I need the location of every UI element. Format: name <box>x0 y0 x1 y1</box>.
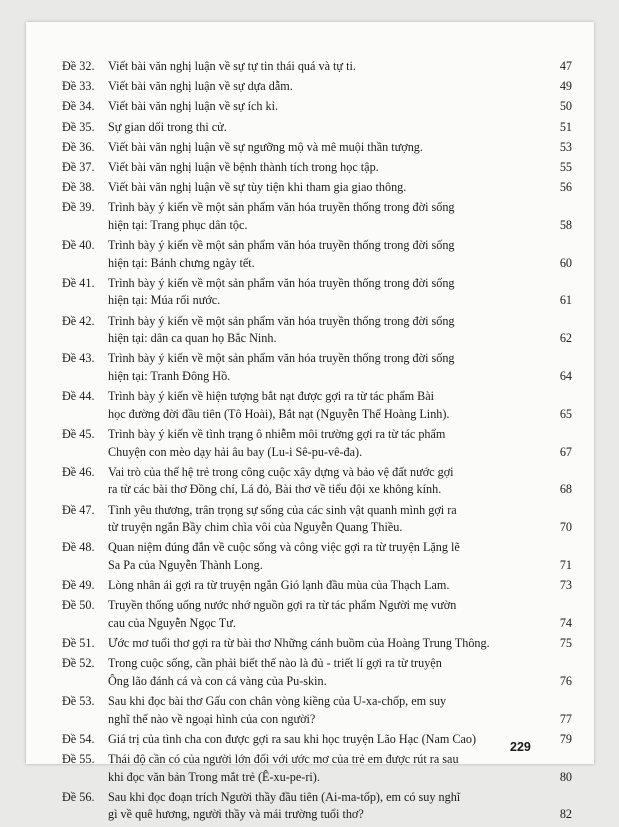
toc-entry <box>62 464 572 499</box>
toc-entry-label: Đề 43. <box>62 351 95 366</box>
toc-entry-title <box>108 502 546 537</box>
toc-entry-title-line: Viết bài văn nghị luận về sự ngưỡng mộ và mê muội thần tượng. <box>108 139 423 154</box>
toc-entry-title <box>108 655 546 690</box>
toc-entry-label: Đề 37. <box>62 159 95 174</box>
toc-entry-title-line: Trình bày ý kiến về một sản phẩm văn hóa truyền thống trong đời sống <box>108 313 455 328</box>
toc-entry-label: Đề 39. <box>62 200 95 215</box>
toc-entry-label: Đề 45. <box>62 427 95 441</box>
toc-entry-title-line: Sa Pa của Nguyễn Thành Long. <box>108 557 263 572</box>
toc-entry <box>62 119 572 137</box>
toc-entry-title <box>108 464 546 499</box>
toc-entry <box>62 98 572 116</box>
toc-entry-title <box>108 58 546 76</box>
toc-entry <box>62 78 572 96</box>
table-of-contents <box>62 58 572 827</box>
toc-entry-page: 68 <box>559 482 572 497</box>
toc-entry-page: 50 <box>559 99 572 114</box>
toc-entry-label: Đề 41. <box>62 275 95 290</box>
toc-entry <box>62 635 572 653</box>
toc-entry-title-line: Ước mơ tuổi thơ gợi ra từ bài thơ Những cánh buồm của Hoàng Trung Thông. <box>108 636 490 651</box>
toc-entry-label: Đề 34. <box>62 99 95 114</box>
toc-entry-label: Đề 32. <box>62 59 95 73</box>
toc-entry-page: 79 <box>559 731 572 746</box>
book-page <box>26 22 594 822</box>
toc-entry-title-line: Vai trò của thế hệ trẻ trong công cuộc xây dựng và bảo vệ đất nước gợi <box>108 464 454 479</box>
toc-entry-page: 82 <box>559 807 572 822</box>
toc-entry-title <box>108 313 546 348</box>
toc-entry-page: 58 <box>559 217 572 232</box>
toc-entry-title-line: nghĩ thế nào về ngoại hình của con người? <box>108 711 316 726</box>
toc-entry-title <box>108 597 546 632</box>
toc-entry-title <box>108 139 546 157</box>
toc-entry-page: 67 <box>559 444 572 459</box>
toc-entry-page: 49 <box>559 79 572 94</box>
toc-entry-title-line: Trình bày ý kiến về hiện tượng bắt nạt được gợi ra từ tác phẩm Bài <box>108 389 435 404</box>
toc-entry-title-line: Sau khi đọc đoạn trích Người thầy đầu tiên (Ai-ma-tốp), em có suy nghĩ <box>108 789 461 804</box>
toc-entry <box>62 159 572 177</box>
toc-entry-title <box>108 577 546 595</box>
toc-entry-label: Đề 49. <box>62 578 95 593</box>
toc-entry-title-line: Viết bài văn nghị luận về sự ích kỉ. <box>108 99 279 114</box>
toc-entry-page: 80 <box>559 769 572 784</box>
toc-entry-title-line: hiện tại: Múa rối nước. <box>108 293 221 308</box>
toc-entry <box>62 693 572 728</box>
toc-entry-title-line: Ông lão đánh cá và con cá vàng của Pu-skin. <box>108 673 327 688</box>
toc-entry <box>62 388 572 423</box>
toc-entry-label: Đề 55. <box>62 752 95 767</box>
toc-entry-page: 73 <box>559 578 572 593</box>
toc-entry <box>62 313 572 348</box>
toc-entry-page: 56 <box>559 180 572 195</box>
toc-entry-page: 75 <box>559 636 572 651</box>
toc-entry <box>62 237 572 272</box>
toc-entry-label: Đề 33. <box>62 79 95 94</box>
toc-entry-label: Đề 35. <box>62 119 95 134</box>
toc-entry <box>62 502 572 537</box>
toc-entry-page: 77 <box>559 711 572 726</box>
toc-entry-title-line: Trong cuộc sống, cần phải biết thế nào là đủ - triết lí gợi ra từ truyện <box>108 656 442 671</box>
toc-entry-title-line: Sự gian dối trong thi cử. <box>108 119 227 134</box>
toc-entry-title-line: hiện tại: dân ca quan họ Bắc Ninh. <box>108 331 277 346</box>
toc-entry <box>62 199 572 234</box>
toc-entry-page: 65 <box>559 406 572 421</box>
toc-entry <box>62 426 572 461</box>
toc-entry-title-line: từ truyện ngắn Bầy chim chìa vôi của Nguyễn Quang Thiều. <box>108 520 403 535</box>
toc-entry-page: 47 <box>559 59 572 73</box>
toc-entry-title-line: Viết bài văn nghị luận về sự dựa dẫm. <box>108 79 293 94</box>
toc-entry-page: 55 <box>559 159 572 174</box>
toc-entry <box>62 789 572 824</box>
toc-entry-title-line: hiện tại: Trang phục dân tộc. <box>108 217 248 232</box>
page-number: 229 <box>510 740 531 754</box>
toc-entry-label: Đề 53. <box>62 694 95 709</box>
toc-entry-title <box>108 78 546 96</box>
toc-entry-page: 62 <box>559 331 572 346</box>
toc-entry-title <box>108 179 546 197</box>
toc-entry <box>62 577 572 595</box>
toc-entry-title-line: Viết bài văn nghị luận về bệnh thành tích trong học tập. <box>108 159 379 174</box>
toc-entry-title-line: cau của Nguyễn Ngọc Tư. <box>108 615 236 630</box>
toc-entry-title-line: hiện tại: Bánh chưng ngày tết. <box>108 255 255 270</box>
toc-entry-title-line: hiện tại: Tranh Đông Hồ. <box>108 369 231 384</box>
toc-entry-title <box>108 388 546 423</box>
toc-entry-title-line: Trình bày ý kiến về một sản phẩm văn hóa truyền thống trong đời sống <box>108 351 455 366</box>
toc-entry-title-line: Trình bày ý kiến về một sản phẩm văn hóa truyền thống trong đời sống <box>108 275 455 290</box>
toc-entry-page: 70 <box>559 520 572 535</box>
toc-entry <box>62 597 572 632</box>
toc-entry-page: 61 <box>559 293 572 308</box>
toc-entry-title <box>108 635 546 653</box>
toc-entry-title-line: khi đọc văn bản Trong mắt trẻ (Ê-xu-pe-ri). <box>108 769 320 784</box>
toc-entry-title-line: Sau khi đọc bài thơ Gấu con chân vòng kiềng của U-xa-chốp, em suy <box>108 694 447 709</box>
toc-entry-label: Đề 50. <box>62 598 95 613</box>
toc-entry-title <box>108 789 546 824</box>
toc-entry-title-line: Giá trị của tình cha con được gợi ra sau khi học truyện Lão Hạc (Nam Cao) <box>108 731 477 746</box>
toc-entry-label: Đề 56. <box>62 789 95 804</box>
toc-entry-title-line: Trình bày ý kiến về một sản phẩm văn hóa truyền thống trong đời sống <box>108 200 455 215</box>
toc-entry-title <box>108 751 546 786</box>
toc-entry-title-line: Trình bày ý kiến về tình trạng ô nhiễm môi trường gợi ra từ tác phẩm <box>108 427 446 441</box>
toc-entry-page: 53 <box>559 139 572 154</box>
toc-entry-label: Đề 47. <box>62 502 95 517</box>
toc-entry-title <box>108 159 546 177</box>
toc-entry-title <box>108 539 546 574</box>
toc-entry-title <box>108 98 546 116</box>
toc-entry-title <box>108 731 546 749</box>
toc-entry <box>62 350 572 385</box>
toc-entry-label: Đề 48. <box>62 540 95 555</box>
toc-entry <box>62 275 572 310</box>
toc-entry-title-line: Truyền thống uống nước nhớ nguồn gợi ra từ tác phẩm Người mẹ vườn <box>108 598 457 613</box>
toc-entry-page: 64 <box>559 369 572 384</box>
toc-entry-title-line: Thái độ cần có của người lớn đối với ước mơ của trẻ em được rút ra sau <box>108 752 459 767</box>
toc-entry <box>62 751 572 786</box>
toc-entry-title <box>108 693 546 728</box>
toc-entry-label: Đề 42. <box>62 313 95 328</box>
toc-entry-title-line: Chuyện con mèo dạy hải âu bay (Lu-i Sê-pu-vê-đa). <box>108 444 363 459</box>
toc-entry-label: Đề 40. <box>62 238 95 253</box>
toc-entry-label: Đề 44. <box>62 389 95 404</box>
toc-entry <box>62 731 572 749</box>
toc-entry-title <box>108 426 546 461</box>
toc-entry-title-line: học đường đời đầu tiên (Tô Hoài), Bắt nạt (Nguyễn Thế Hoàng Linh). <box>108 406 450 421</box>
toc-entry-label: Đề 54. <box>62 731 95 746</box>
toc-entry-title-line: ra từ các bài thơ Đồng chí, Lá đỏ, Bài thơ về tiểu đội xe không kính. <box>108 482 442 497</box>
toc-entry-label: Đề 36. <box>62 139 95 154</box>
toc-entry-label: Đề 52. <box>62 656 95 671</box>
toc-entry-label: Đề 46. <box>62 464 95 479</box>
toc-entry-title-line: Tình yêu thương, trân trọng sự sống của các sinh vật quanh mình gợi ra <box>108 502 457 517</box>
toc-entry-title <box>108 275 546 310</box>
toc-entry-title <box>108 199 546 234</box>
toc-entry-page: 60 <box>559 255 572 270</box>
toc-entry-label: Đề 38. <box>62 180 95 195</box>
toc-entry-title <box>108 237 546 272</box>
toc-entry-title-line: Viết bài văn nghị luận về sự tùy tiện khi tham gia giao thông. <box>108 180 407 195</box>
toc-entry-label: Đề 51. <box>62 636 95 651</box>
toc-entry-title-line: Quan niệm đúng đắn về cuộc sống và công việc gợi ra từ truyện Lặng lẽ <box>108 540 460 555</box>
toc-entry-page: 76 <box>559 673 572 688</box>
toc-entry <box>62 539 572 574</box>
toc-entry-title-line: Trình bày ý kiến về một sản phẩm văn hóa truyền thống trong đời sống <box>108 238 455 253</box>
toc-entry-page: 74 <box>559 615 572 630</box>
toc-entry-page: 71 <box>559 557 572 572</box>
toc-entry <box>62 58 572 76</box>
toc-entry-title <box>108 119 546 137</box>
toc-entry-page: 51 <box>559 119 572 134</box>
toc-entry-title-line: gì về quê hương, người thầy và mái trường tuổi thơ? <box>108 807 364 822</box>
toc-entry <box>62 655 572 690</box>
toc-entry <box>62 139 572 157</box>
toc-entry-title-line: Viết bài văn nghị luận về sự tự tin thái quá và tự ti. <box>108 59 356 73</box>
toc-entry-title <box>108 350 546 385</box>
toc-entry <box>62 179 572 197</box>
toc-entry-title-line: Lòng nhân ái gợi ra từ truyện ngắn Gió lạnh đầu mùa của Thạch Lam. <box>108 578 450 593</box>
